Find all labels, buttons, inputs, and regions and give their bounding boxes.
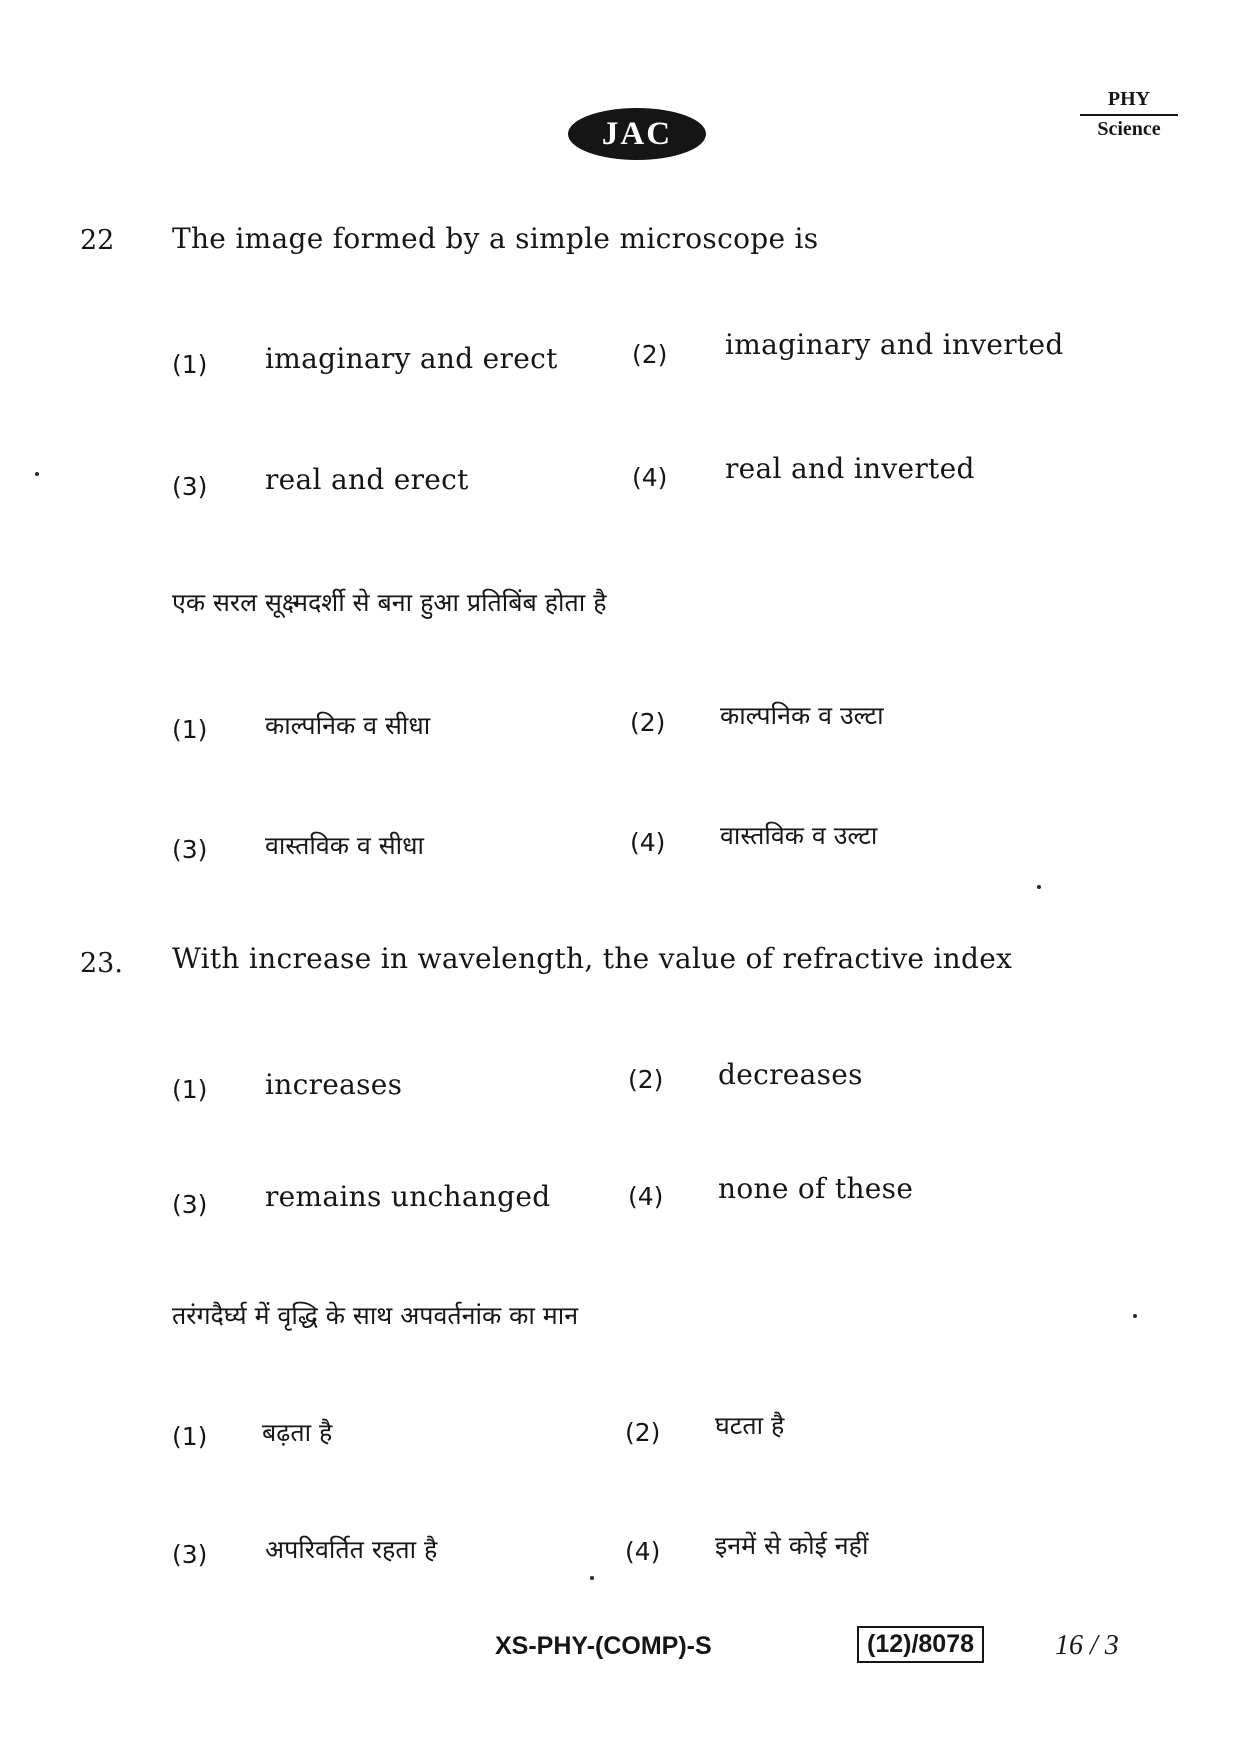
option-text-hi: काल्पनिक व सीधा — [265, 711, 431, 740]
option-number: (3) — [172, 472, 208, 501]
subject-label — [1080, 88, 1178, 141]
question-text-hi: एक सरल सूक्ष्मदर्शी से बना हुआ प्रतिबिंब होता है — [172, 588, 607, 617]
option-number: (2) — [630, 708, 666, 737]
option-number: (1) — [172, 1422, 208, 1451]
option-number: (4) — [632, 463, 668, 492]
option-number: (1) — [172, 1075, 208, 1104]
option-number: (3) — [172, 1190, 208, 1219]
scan-speck — [35, 472, 39, 476]
scan-speck — [590, 1576, 594, 1580]
jac-logo-badge — [568, 108, 706, 160]
option-text-hi: काल्पनिक व उल्टा — [720, 701, 884, 730]
option-number: (4) — [628, 1182, 664, 1211]
option-text: none of these — [718, 1172, 914, 1205]
option-number: (2) — [628, 1065, 664, 1094]
option-text: real and erect — [265, 463, 469, 496]
option-text-hi: इनमें से कोई नहीं — [715, 1531, 869, 1560]
option-text-hi: वास्तविक व सीधा — [265, 831, 424, 860]
page-number: 16 / 3 — [1055, 1630, 1119, 1661]
option-text: imaginary and inverted — [725, 328, 1064, 361]
option-text-hi: बढ़ता है — [262, 1418, 333, 1447]
subject-bottom: Science — [1097, 118, 1161, 140]
option-number: (2) — [632, 340, 668, 369]
option-text: decreases — [718, 1058, 863, 1091]
option-number: (4) — [630, 828, 666, 857]
question-number: 22 — [80, 225, 115, 256]
scan-speck — [1133, 1314, 1137, 1318]
option-text-hi: अपरिवर्तित रहता है — [265, 1535, 438, 1564]
paper-set-box: (12)/8078 — [857, 1626, 984, 1663]
paper-code: XS-PHY-(COMP)-S — [495, 1632, 712, 1660]
question-text-en: The image formed by a simple microscope is — [172, 222, 819, 255]
subject-top: PHY — [1107, 88, 1151, 110]
option-number: (2) — [625, 1418, 661, 1447]
question-number: 23. — [80, 948, 123, 979]
option-number: (3) — [172, 835, 208, 864]
option-text-hi: घटता है — [715, 1411, 785, 1440]
option-number: (1) — [172, 715, 208, 744]
option-text: imaginary and erect — [265, 342, 558, 375]
subject-divider — [1080, 114, 1178, 116]
option-text-hi: वास्तविक व उल्टा — [720, 821, 878, 850]
option-number: (1) — [172, 350, 208, 379]
option-number: (4) — [625, 1537, 661, 1566]
question-text-en: With increase in wavelength, the value of refractive index — [172, 942, 1013, 975]
option-number: (3) — [172, 1540, 208, 1569]
jac-logo-text: JAC — [601, 115, 673, 152]
scan-speck — [1037, 885, 1041, 889]
option-text: increases — [265, 1068, 403, 1101]
question-text-hi: तरंगदैर्घ्य में वृद्धि के साथ अपवर्तनांक का मान — [172, 1301, 579, 1330]
option-text: remains unchanged — [265, 1180, 551, 1213]
option-text: real and inverted — [725, 452, 975, 485]
